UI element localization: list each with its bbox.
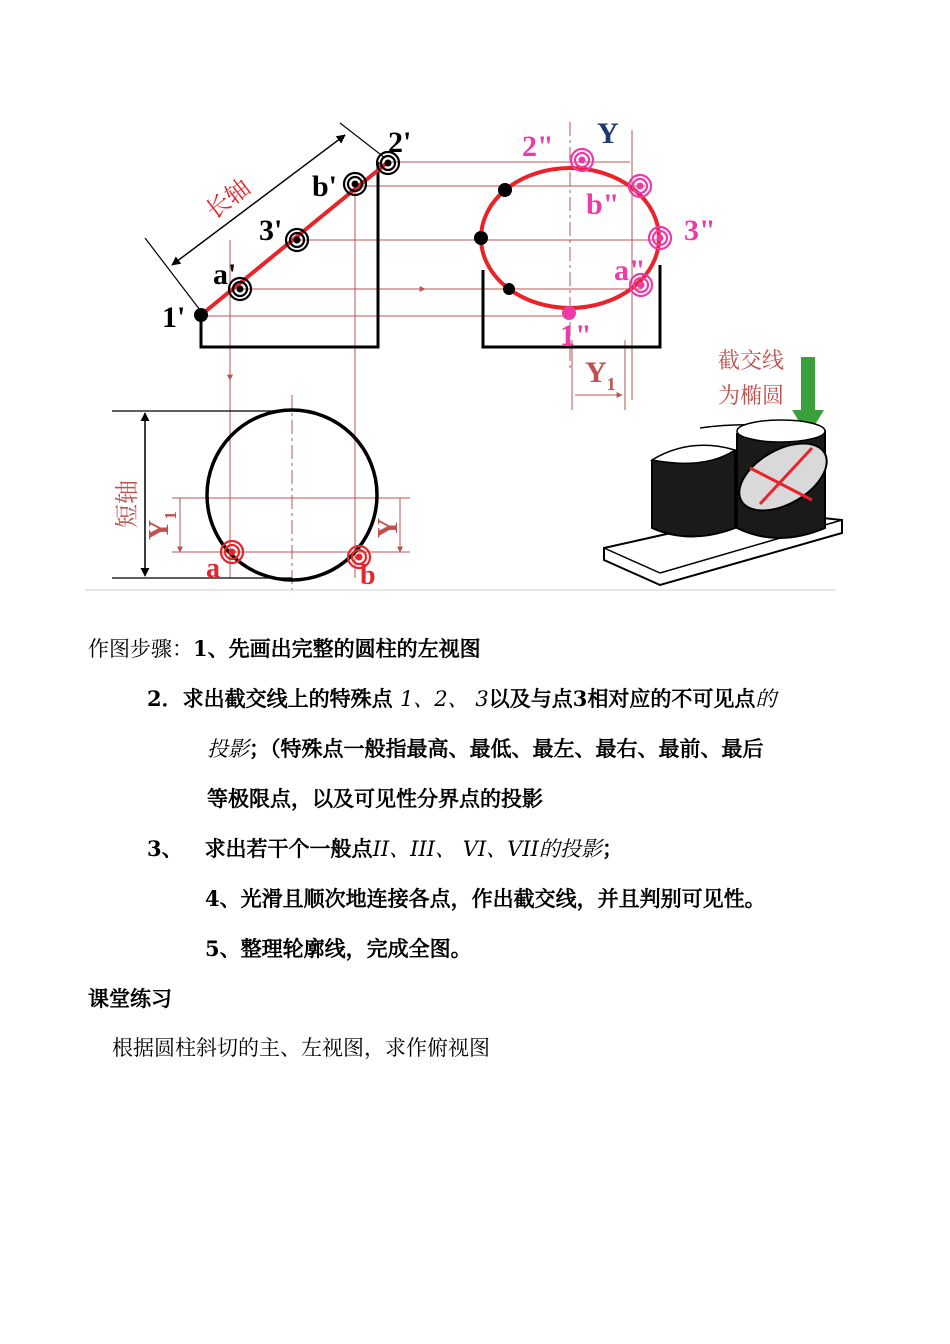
side-point-hidden-low [503,283,515,295]
label-y-top: Y [597,117,619,150]
label-1-dd: 1" [560,319,592,352]
steps-label: 作图步骤： [88,637,193,661]
point-3-prime [286,229,308,251]
iso-caption-line1: 截交线 [718,349,785,374]
step-2-line-3: 等极限点，以及可见性分界点的投影 [207,786,543,811]
label-1-prime: 1' [162,301,186,334]
step-5: 5、整理轮廓线，完成全图。 [205,936,472,961]
label-b-prime: b' [312,170,338,203]
front-view [145,123,411,347]
top-view [112,395,404,591]
side-point-hidden-top [498,183,512,197]
label-b-dd: b" [586,188,620,221]
label-a: a [206,553,220,584]
step-2-line-1: 2．求出截交线上的特殊点 1、2、 3以及与点3相对应的不可见点的 [147,686,777,711]
isometric-illustration [604,349,842,585]
label-a-dd: a" [614,254,646,287]
label-a-prime: a' [213,258,237,291]
label-y1-side: $Y_1$ [585,356,616,394]
point-1-dd [562,306,576,320]
step-3-points: II、III、 VI、VII的投影 [372,837,602,861]
point-b-dd [629,175,651,197]
step-4: 4、光滑且顺次地连接各点，作出截交线，并且判别可见性。 [205,886,766,911]
step-2-points: 1、2、 3 [399,687,489,711]
label-y-bottom: Y [373,517,404,538]
point-3-dd [649,227,671,249]
point-2-dd [571,149,593,171]
step-3: 3、 求出若干个一般点II、III、 VI、VII的投影； [147,836,623,861]
steps-line-1 [88,635,481,663]
label-b: b [360,560,376,591]
practice-body: 根据圆柱斜切的主、左视图，求作俯视图 [112,1036,490,1060]
step-1: 1、先画出完整的圆柱的左视图 [193,636,481,661]
label-3-dd: 3" [684,214,716,247]
step-2-line-2: 投影；（特殊点一般指最高、最低、最左、最右、最前、最后 [207,736,764,761]
side-point-left [474,231,488,245]
label-2-dd: 2" [522,130,554,163]
label-short-axis: 短轴 [113,480,141,528]
label-y1-bottom: $Y_1$ [144,511,180,540]
label-2-prime: 2' [388,126,412,159]
practice-title: 课堂练习 [88,986,172,1011]
label-3-prime: 3' [259,214,283,247]
iso-caption-line2: 为椭圆 [718,384,785,409]
point-1-prime [194,308,208,322]
label-long-axis: 长轴 [200,173,256,225]
cylinder-section-figure [0,0,950,600]
point-b-prime [344,173,366,195]
side-view [474,117,716,394]
point-a [221,541,243,563]
